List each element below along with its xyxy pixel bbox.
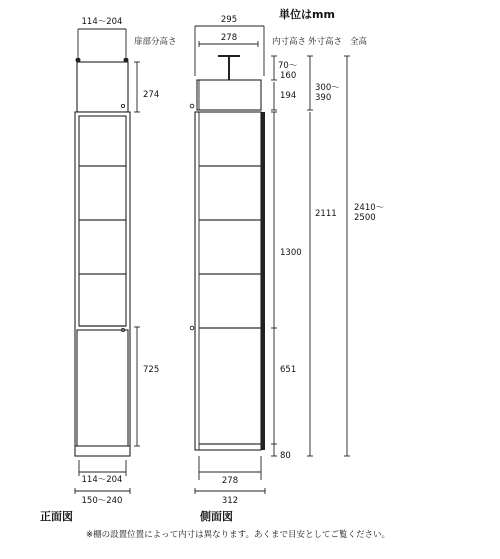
front-upper-door-height: 274 [143, 90, 160, 100]
footnote: ※棚の設置位置によって内寸は異なります。あくまで目安としてご覧ください。 [86, 530, 390, 540]
side-top-outer-width: 295 [220, 15, 238, 25]
side-body [195, 112, 261, 450]
front-lower-door-height: 725 [143, 365, 160, 375]
side-lower-knob [190, 326, 194, 330]
side-total-height: 2410～ 2500 [354, 203, 385, 223]
side-bottom-outer-width: 312 [221, 496, 239, 506]
side-outer-upper: 300～ 390 [315, 83, 340, 103]
front-inner-width: 114～204 [81, 475, 123, 485]
side-outer-main: 2111 [315, 209, 337, 219]
unit-label: 単位はmm [279, 8, 335, 21]
header-total-height: 全高 [350, 37, 368, 47]
front-view [40, 17, 159, 523]
front-top-width: 114～204 [81, 17, 123, 27]
header-outer-height: 外寸高さ [308, 37, 343, 47]
front-view-title: 正面図 [40, 510, 73, 523]
side-upper-knob [190, 104, 194, 108]
side-top-box [197, 80, 261, 110]
header-inner-height: 内寸高さ [272, 37, 307, 47]
side-inner-top-box: 194 [280, 91, 297, 101]
side-inner-middle: 1300 [280, 248, 302, 258]
side-view-title: 側面図 [200, 510, 233, 523]
side-inner-plinth: 80 [280, 451, 291, 461]
side-inner-lower: 651 [280, 365, 297, 375]
side-view [190, 15, 384, 523]
front-upper-door [77, 62, 128, 112]
side-top-inner-width: 278 [220, 33, 238, 43]
front-outer-width: 150～240 [81, 496, 123, 506]
header-door-top-height: 扉部分高さ [134, 37, 177, 47]
side-bottom-inner-width: 278 [221, 476, 239, 486]
side-inner-top-gap: 70～ 160 [278, 61, 298, 81]
side-back-panel [261, 112, 265, 450]
front-lower-door [77, 330, 128, 446]
